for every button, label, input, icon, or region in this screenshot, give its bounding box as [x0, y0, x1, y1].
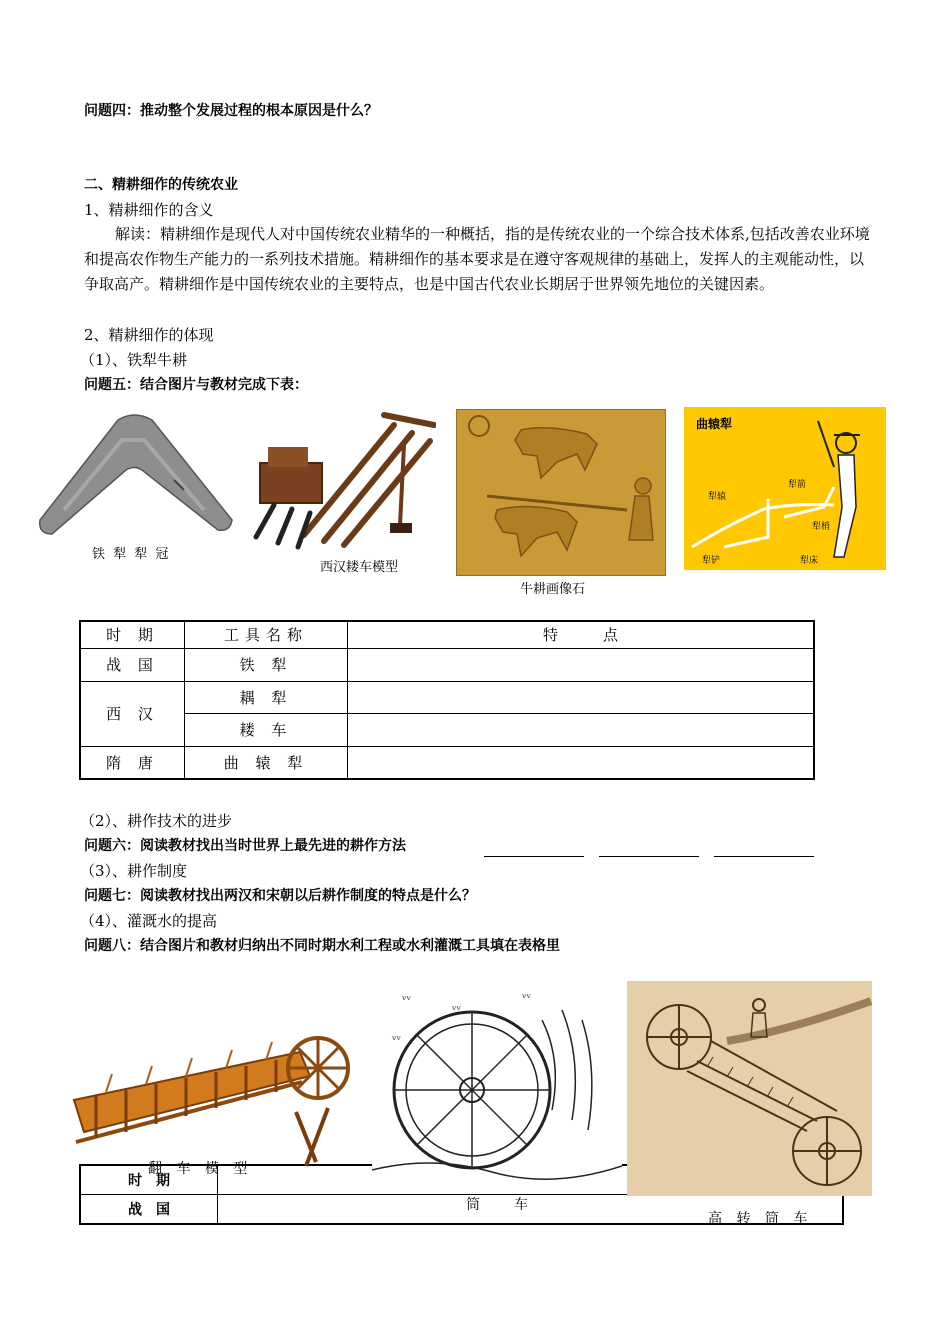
section-2-title: 二、精耕细作的传统农业	[84, 177, 238, 193]
answer-blank-3[interactable]	[714, 856, 814, 857]
period-cell: 战 国	[80, 648, 185, 681]
question-4: 问题四：推动整个发展过程的根本原因是什么？	[84, 103, 378, 119]
high-lift-wheel-image	[627, 981, 872, 1196]
svg-text:ᵥᵥ: ᵥᵥ	[392, 1029, 401, 1043]
subheading-2-4: （4）、灌溉水的提高	[80, 912, 218, 930]
tools-table	[79, 620, 815, 780]
question-6: 问题六：阅读教材找出当时世界上最先进的耕作方法	[84, 838, 406, 854]
iron-plow-crown-image	[34, 410, 234, 540]
feature-input-cell[interactable]	[348, 746, 815, 779]
tube-wheel-woodcut-image	[372, 980, 622, 1186]
subheading-2-1: （1）、铁犁牛耕	[80, 351, 188, 369]
period-cell: 时 期	[80, 1165, 218, 1194]
part-label-arrow: 犁箭	[788, 480, 807, 490]
svg-text:ᵥᵥ: ᵥᵥ	[522, 987, 531, 1001]
subheading-2-3: （3）、耕作制度	[80, 862, 188, 880]
caption-high-wheel: 高 转 筒 车	[708, 1211, 813, 1227]
answer-blank-2[interactable]	[599, 856, 699, 857]
caption-stone: 牛耕画像石	[520, 582, 586, 597]
feature-input-cell[interactable]	[348, 681, 815, 713]
caption-plow-crown: 铁 犁 犁 冠	[92, 547, 171, 562]
question-7: 问题七：阅读教材找出两汉和宋朝以后耕作制度的特点是什么？	[84, 888, 476, 904]
curved-plow-diagram	[684, 407, 886, 570]
subheading-1: 1、精耕细作的含义	[84, 201, 214, 219]
caption-tube-wheel: 筒 车	[466, 1197, 530, 1213]
part-label-bed: 犁床	[800, 556, 819, 566]
subheading-2: 2、精耕细作的体现	[84, 326, 214, 344]
part-label-share: 犁铲	[702, 556, 721, 566]
part-label-handle: 犁梢	[812, 522, 831, 532]
tool-cell: 耦 犁	[185, 681, 348, 713]
part-label-shaft: 犁辕	[708, 492, 727, 502]
question-8: 问题八：结合图片和教材归纳出不同时期水利工程或水利灌溉工具填在表格里	[84, 938, 560, 954]
tool-cell: 曲 辕 犁	[185, 746, 348, 779]
tool-cell: 铁 犁	[185, 648, 348, 681]
answer-blank-1[interactable]	[484, 856, 584, 857]
svg-text:ᵥᵥ: ᵥᵥ	[452, 999, 461, 1013]
seeder-model-image	[244, 405, 436, 553]
caption-seeder: 西汉耧车模型	[320, 560, 399, 575]
chain-pump-model-image	[66, 1012, 352, 1172]
explanation-paragraph: 解读：精耕细作是现代人对中国传统农业精华的一种概括，指的是传统农业的一个综合技术体系,包括改善农业环境和提高农作物生产能力的一系列技术措施。精耕细作的基本要求是在遵守客观规律的基础上，发挥人的主观能动性，以争取高产。精耕细作是中国传统农业的主要特点，也是中国古代农业长期居于世界领先地位的关键因素。	[84, 225, 870, 293]
feature-input-cell[interactable]	[348, 713, 815, 746]
subheading-2-2: （2）、耕作技术的进步	[80, 812, 233, 830]
svg-text:ᵥᵥ: ᵥᵥ	[402, 989, 411, 1003]
tool-cell: 耧 车	[185, 713, 348, 746]
header-period: 时 期	[80, 621, 185, 648]
question-5: 问题五：结合图片与教材完成下表：	[84, 377, 308, 393]
feature-input-cell[interactable]	[348, 648, 815, 681]
caption-chain-pump: 翻 车 模 型	[148, 1161, 253, 1177]
period-cell: 隋 唐	[80, 746, 185, 779]
curved-plow-title: 曲辕犁	[696, 417, 733, 431]
header-feature: 特 点	[348, 621, 815, 648]
ox-plowing-stone-image	[456, 409, 666, 576]
period-cell: 战 国	[80, 1194, 218, 1224]
period-cell: 西 汉	[80, 681, 185, 746]
header-tool: 工具名称	[185, 621, 348, 648]
